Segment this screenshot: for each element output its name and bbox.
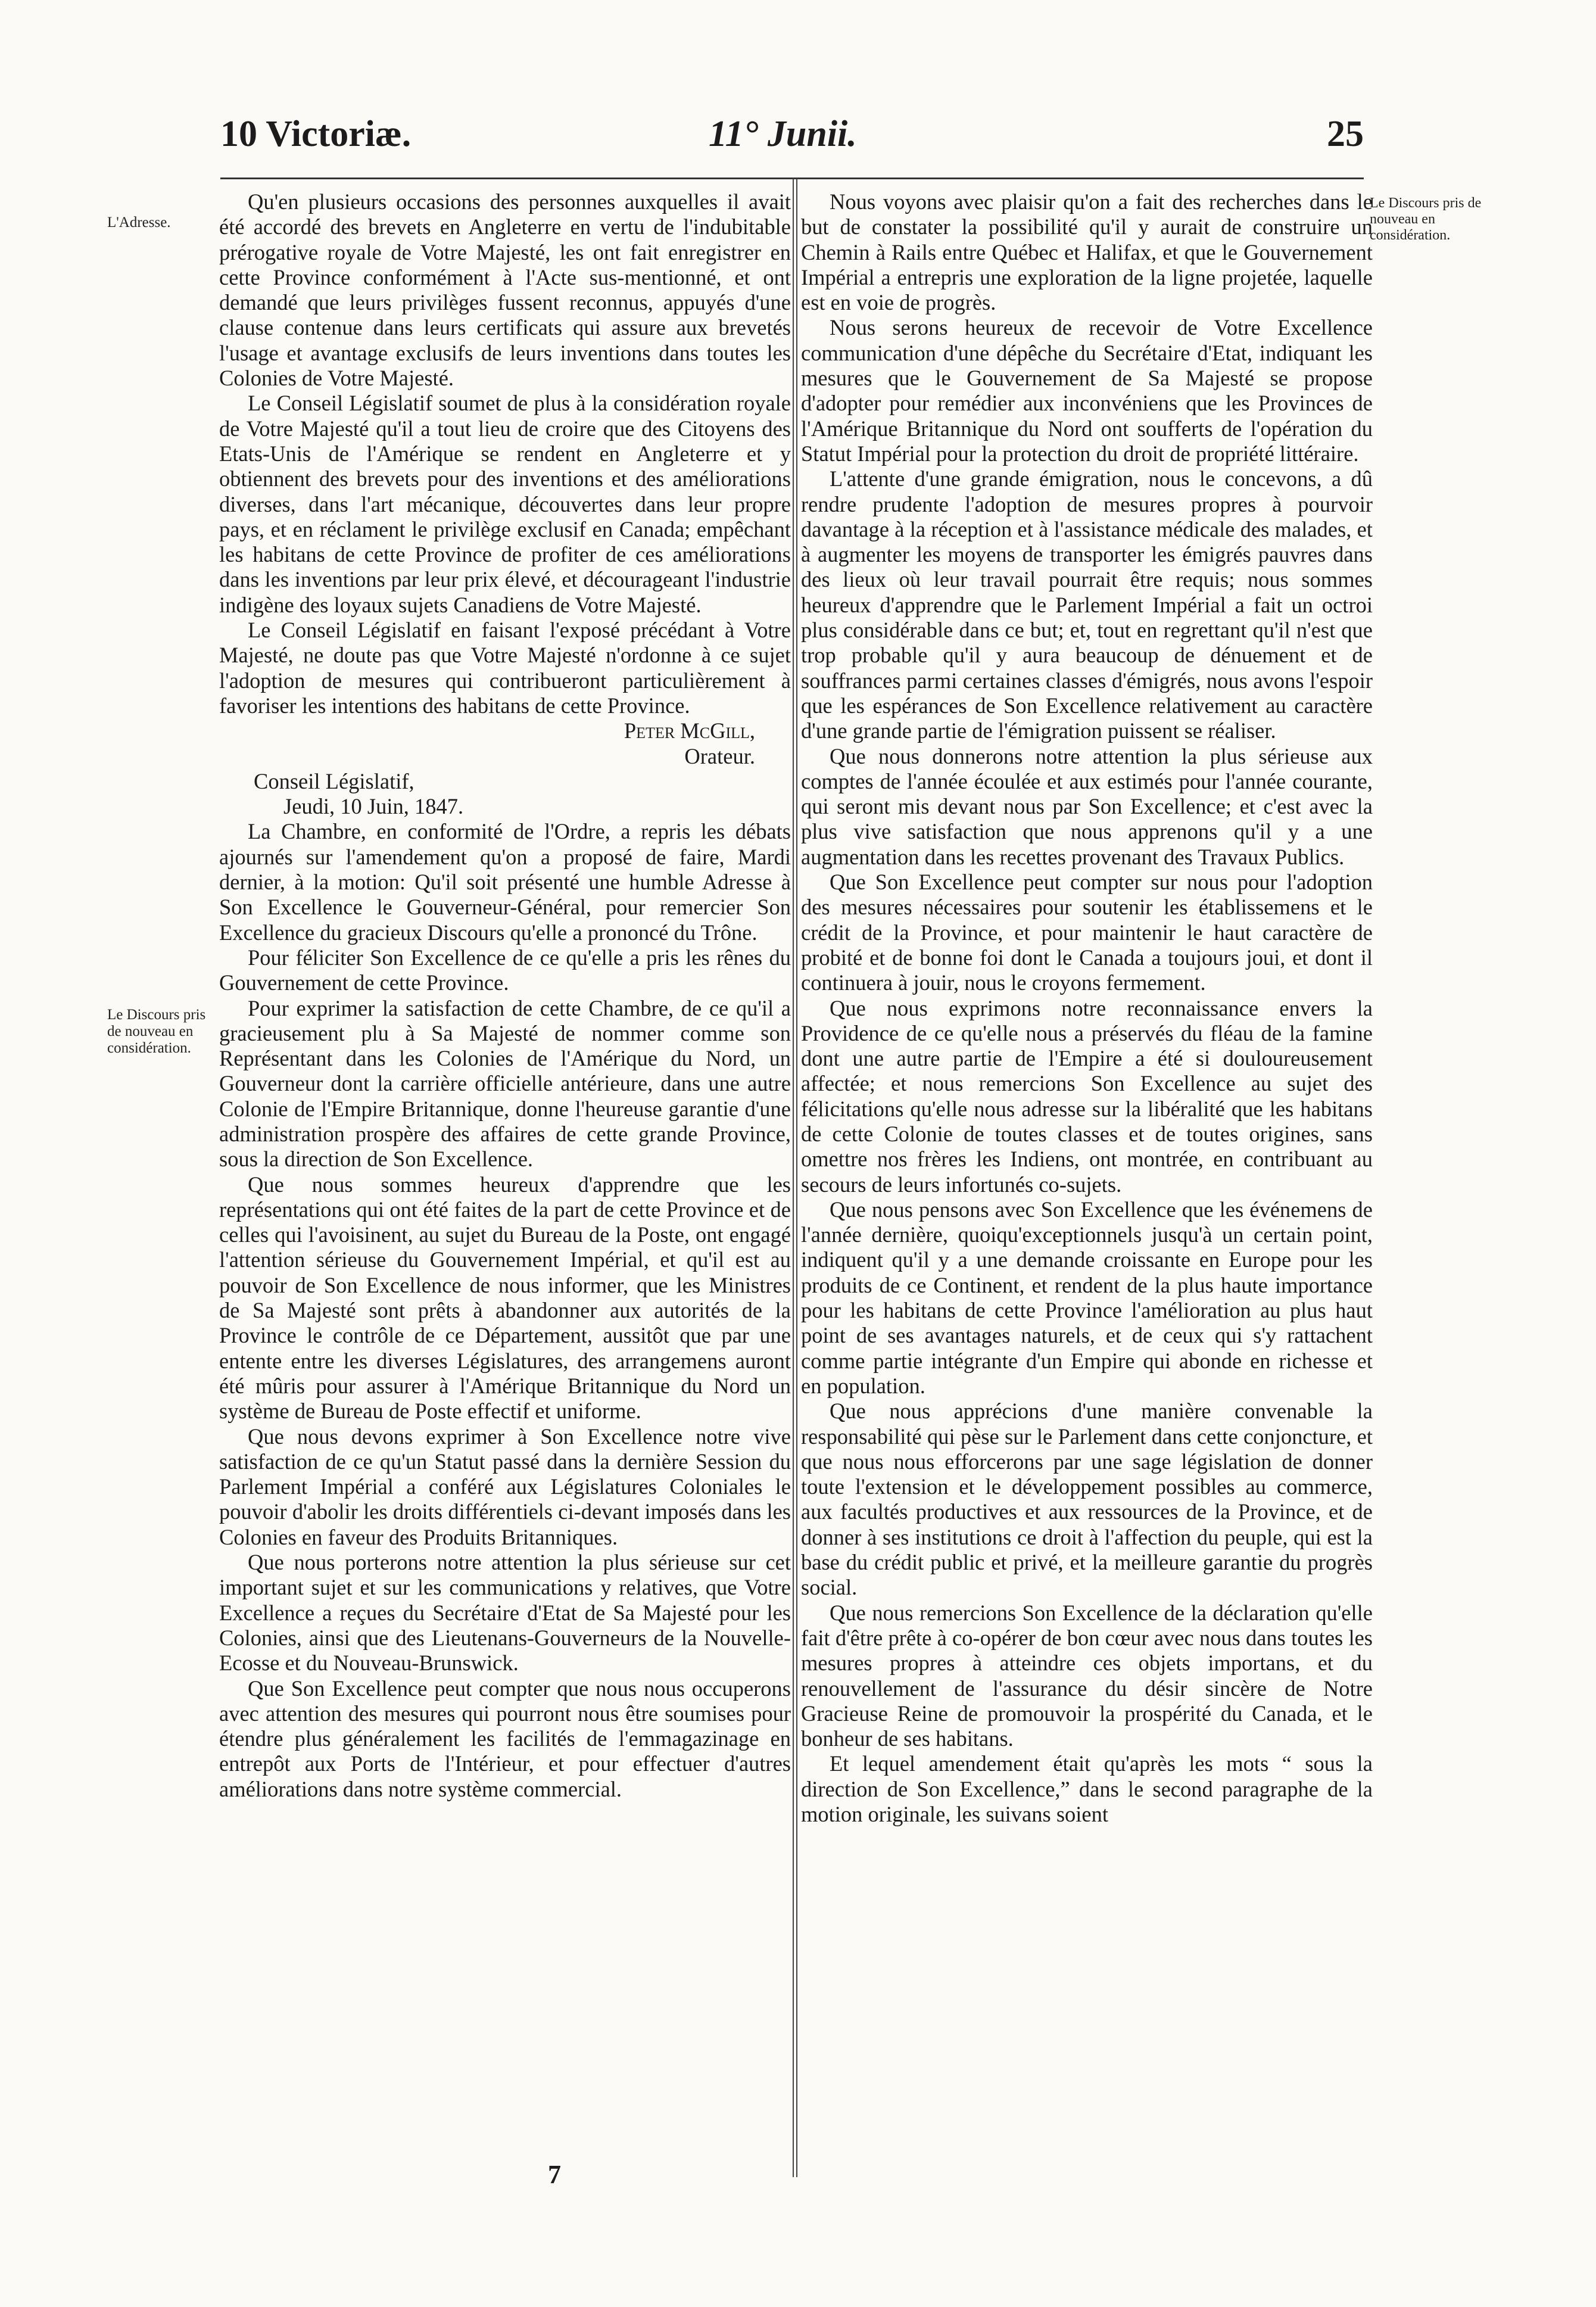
paragraph: Que nous donnerons notre attention la plus sérieuse aux comptes de l'année écoulée et aux estimés pour l'année courante, qui seront mis devant nous par Son Excellence; et c'est avec la plus vive satisfaction que nous apprenons qu'il y a une augmentation dans les recettes provenant des Travaux Publics.	[801, 743, 1373, 869]
paragraph: La Chambre, en conformité de l'Ordre, a repris les débats ajournés sur l'amendement qu'on a proposé de faire, Mardi dernier, à la motion: Qu'il soit présenté une humble Adresse à Son Excellence le Gouverneur-Général, pour remercier Son Excellence du gracieux Discours qu'elle a prononcé du Trône.	[219, 819, 791, 945]
column-divider	[793, 179, 794, 2177]
paragraph: Qu'en plusieurs occasions des personnes auxquelles il avait été accordé des brevets en Angleterre en vertu de l'indubitable prérogative royale de Votre Majesté, les ont fait enregistrer en cette Province conformément à l'Acte sus-mentionné, et ont demandé que leurs privilèges fussent reconnus, appuyés d'une clause contenue dans leurs certificats qui assure aux brevetés l'usage et avantage exclusifs de leurs inventions dans toutes les Colonies de Votre Majesté.	[219, 189, 791, 391]
header-regnal-year: 10 Victoriæ.	[220, 114, 412, 154]
column-divider-second-line	[796, 179, 797, 2177]
place-line: Conseil Législatif,	[254, 768, 414, 793]
date-line: Jeudi, 10 Juin, 1847.	[283, 794, 464, 819]
header-date: 11° Junii.	[709, 114, 857, 154]
paragraph: Que nous remercions Son Excellence de la déclaration qu'elle fait d'être prête à co-opérer de bon cœur avec nous dans toutes les mesures propres à atteindre ces objets importans, et du renouvellement de l'assurance du désir sincère de Notre Gracieuse Reine de promouvoir la prospérité du Canada, et le bonheur de ses habitans.	[801, 1600, 1373, 1751]
right-column	[801, 189, 1373, 2155]
running-header	[220, 113, 1364, 161]
signature-mark: 7	[548, 2160, 561, 2189]
margin-note-discours: Le Discours pris de nouveau en considération.	[107, 1007, 206, 1056]
margin-note-discours-right: Le Discours pris de nouveau en considération.	[1370, 195, 1482, 243]
page-number: 25	[1327, 114, 1364, 154]
paragraph: Pour féliciter Son Excellence de ce qu'elle a pris les rênes du Gouvernement de cette Province.	[219, 945, 791, 995]
paragraph: Que nous devons exprimer à Son Excellence notre vive satisfaction de ce qu'un Statut passé dans la dernière Session du Parlement Impérial a conféré aux Législatures Coloniales le pouvoir d'abolir les droits différentiels ci-devant imposés dans les Colonies en faveur des Produits Britanniques.	[219, 1424, 791, 1549]
paragraph: Nous serons heureux de recevoir de Votre Excellence communication d'une dépêche du Secrétaire d'Etat, indiquant les mesures que le Gouvernement de Sa Majesté se propose d'adopter pour remédier aux inconvéniens que les Provinces de l'Amérique Britannique du Nord ont soufferts de l'opération du Statut Impérial pour la protection du droit de propriété littéraire.	[801, 315, 1373, 466]
signature-name: Peter McGill,	[624, 718, 755, 743]
margin-note-adresse: L'Adresse.	[107, 214, 171, 231]
paragraph: Que nous exprimons notre reconnaissance envers la Providence de ce qu'elle nous a préservés du fléau de la famine dont une autre partie de l'Empire a été si douloureusement affectée; et nous remercions Son Excellence au sujet des félicitations qu'elle nous adresse sur la libéralité que les habitans de cette Colonie de toutes classes et de toutes origines, sans omettre nos frères les Indiens, ont montrée, en contribuant au secours de leurs infortunés co-sujets.	[801, 995, 1373, 1197]
paragraph: Pour exprimer la satisfaction de cette Chambre, de ce qu'il a gracieusement plu à Sa Majesté de nommer comme son Représentant dans les Colonies de l'Amérique du Nord, un Gouverneur dont la carrière officielle antérieure, dans une autre Colonie de l'Empire Britannique, donne l'heureuse garantie d'une administration prospère des affaires de cette grande Province, sous la direction de Son Excellence.	[219, 995, 791, 1172]
paragraph: Le Conseil Législatif en faisant l'exposé précédant à Votre Majesté, ne doute pas que Votre Majesté n'ordonne à ce sujet l'adoption de mesures qui contribueront particulièrement à favoriser les intentions des habitans de cette Province.	[219, 618, 791, 718]
left-column	[219, 189, 791, 2155]
paragraph: Que nous porterons notre attention la plus sérieuse sur cet important sujet et sur les communications y relatives, que Votre Excellence a reçues du Secrétaire d'Etat de Sa Majesté pour les Colonies, ainsi que des Lieutenans-Gouverneurs de la Nouvelle-Ecosse et du Nouveau-Brunswick.	[219, 1550, 791, 1676]
paragraph: Le Conseil Législatif soumet de plus à la considération royale de Votre Majesté qu'il a tout lieu de croire que des Citoyens des Etats-Unis de l'Amérique se rendent en Angleterre et y obtiennent des brevets pour des inventions et des améliorations diverses, dans l'art mécanique, découvertes dans leur propre pays, et en réclament le privilège exclusif en Canada; empêchant les habitans de cette Province de profiter de ces améliorations dans les inventions par leur prix élevé, et décourageant l'industrie indigène des loyaux sujets Canadiens de Votre Majesté.	[219, 391, 791, 617]
header-rule	[220, 178, 1364, 179]
paragraph: Nous voyons avec plaisir qu'on a fait des recherches dans le but de constater la possibilité qu'il y aurait de construire un Chemin à Rails entre Québec et Halifax, et que le Gouvernement Impérial a entrepris une exploration de la ligne projetée, laquelle est en voie de progrès.	[801, 189, 1373, 315]
signature-title: Orateur.	[684, 743, 755, 768]
paragraph: Que Son Excellence peut compter que nous nous occuperons avec attention des mesures qui pourront nous être soumises pour étendre plus généralement les facilités de l'emmagazinage en entrepôt aux Ports de l'Intérieur, et pour effectuer d'autres améliorations dans notre système commercial.	[219, 1676, 791, 1801]
paragraph: Que nous apprécions d'une manière convenable la responsabilité qui pèse sur le Parlement dans cette conjoncture, et que nous nous efforcerons par une sage législation de donner toute l'extension et le développement possibles au commerce, aux facultés productives et aux ressources de la Province, et de donner à ses institutions ce droit à l'affection du peuple, qui est la base du crédit public et privé, et la meilleure garantie du progrès social.	[801, 1399, 1373, 1600]
paragraph: Et lequel amendement était qu'après les mots “ sous la direction de Son Excellence,” dans le second paragraphe de la motion originale, les suivans soient	[801, 1751, 1373, 1826]
paragraph: Que nous sommes heureux d'apprendre que les représentations qui ont été faites de la part de cette Province et de celles qui l'avoisinent, au sujet du Bureau de la Poste, ont engagé l'attention sérieuse du Gouvernement Impérial, et qu'il est au pouvoir de Son Excellence de nous informer, que les Ministres de Sa Majesté sont prêts à abandonner aux autorités de la Province le contrôle de ce Département, aussitôt que par une entente entre les diverses Législatures, des arrangemens auront été mûris pour assurer à l'Amérique Britannique du Nord un système de Bureau de Poste effectif et uniforme.	[219, 1172, 791, 1424]
paragraph: L'attente d'une grande émigration, nous le concevons, a dû rendre prudente l'adoption de mesures propres à pourvoir davantage à la réception et à l'assistance médicale des malades, et à augmenter les moyens de transporter les émigrés pauvres dans des lieux où leur travail pourrait être requis; nous sommes heureux d'apprendre que le Parlement Impérial a fait un octroi plus considérable dans ce but; et, tout en regrettant qu'il n'est que trop probable qu'il y aura beaucoup de dénuement et de souffrances parmi certaines classes d'émigrés, nous avons l'espoir que les espérances de Son Excellence relativement au caractère d'une grande partie de l'émigration puissent se réaliser.	[801, 466, 1373, 743]
paragraph: Que Son Excellence peut compter sur nous pour l'adoption des mesures nécessaires pour soutenir les établissemens et le crédit de la Province, et pour maintenir le haut caractère de probité et de bonne foi dont le Canada a toujours joui, et dont il continuera à jouir, nous le croyons fermement.	[801, 870, 1373, 995]
paragraph: Que nous pensons avec Son Excellence que les événemens de l'année dernière, quoiqu'exceptionnels jusqu'à un certain point, indiquent qu'il y a une demande croissante en Europe pour les produits de ce Continent, et rendent de la plus haute importance pour les habitans de cette Province l'amélioration au plus haut point de ses avantages naturels, et de ceux qui s'y rattachent comme partie intégrante d'un Empire qui abonde en richesse et en population.	[801, 1197, 1373, 1398]
